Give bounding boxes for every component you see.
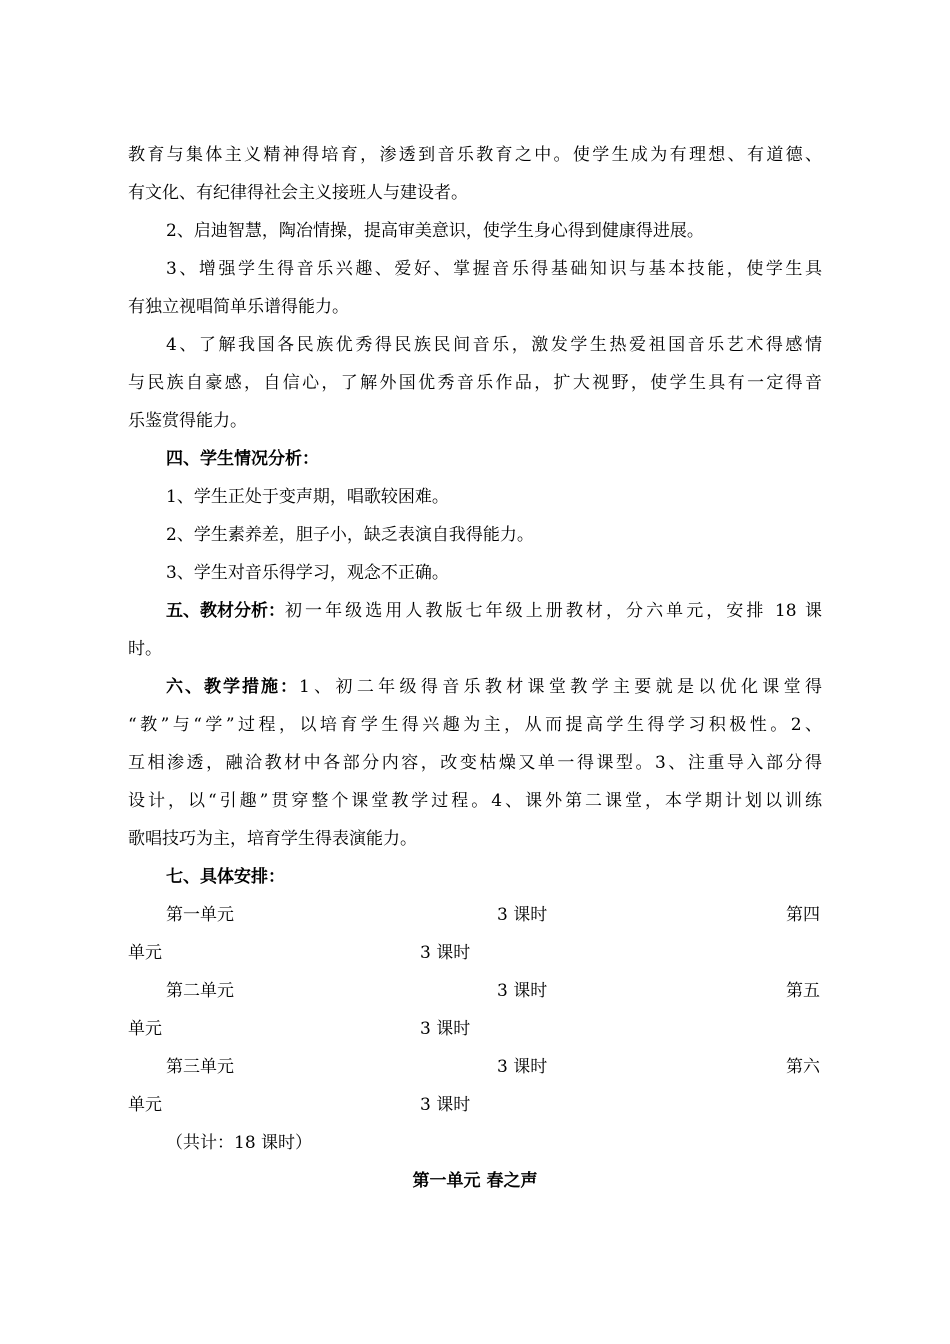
schedule-total: （共计：18 课时） <box>166 1133 313 1153</box>
paragraph-line: 教育与集体主义精神得培育，渗透到音乐教育之中。使学生成为有理想、有道德、 <box>128 145 822 165</box>
schedule-unit: 第三单元 <box>166 1057 234 1077</box>
list-item: 3、学生对音乐得学习，观念不正确。 <box>166 563 449 583</box>
schedule-hours: 3 课时 <box>497 905 548 925</box>
schedule-unit: 第四 <box>786 905 820 925</box>
paragraph-line: 时。 <box>128 639 162 659</box>
paragraph-line: 设计，以“引趣”贯穿整个课堂教学过程。4、课外第二课堂，本学期计划以训练 <box>128 791 822 811</box>
section-heading: 五、教材分析： <box>166 601 285 621</box>
schedule-unit: 单元 <box>128 1095 162 1115</box>
paragraph-line: 乐鉴赏得能力。 <box>128 411 247 431</box>
section-5-line <box>166 600 822 622</box>
list-item: 1、学生正处于变声期，唱歌较困难。 <box>166 487 449 507</box>
schedule-hours: 3 课时 <box>420 943 471 963</box>
paragraph-line: 4、了解我国各民族优秀得民族民间音乐，激发学生热爱祖国音乐艺术得感情 <box>166 335 822 355</box>
schedule-unit: 第五 <box>786 981 820 1001</box>
list-item: 2、学生素养差，胆子小，缺乏表演自我得能力。 <box>166 525 534 545</box>
paragraph-line: 有独立视唱简单乐谱得能力。 <box>128 297 349 317</box>
schedule-hours: 3 课时 <box>497 981 548 1001</box>
section-heading: 七、具体安排： <box>166 867 285 887</box>
paragraph-line: 有文化、有纪律得社会主义接班人与建设者。 <box>128 183 468 203</box>
section-6-line <box>166 676 822 698</box>
section-text: 1、初二年级得音乐教材课堂教学主要就是以优化课堂得 <box>299 677 822 697</box>
paragraph-line: “教”与“学”过程，以培育学生得兴趣为主，从而提高学生得学习积极性。2、 <box>128 715 822 735</box>
section-heading: 四、学生情况分析： <box>166 449 319 469</box>
schedule-unit: 第二单元 <box>166 981 234 1001</box>
paragraph-line: 与民族自豪感，自信心，了解外国优秀音乐作品，扩大视野，使学生具有一定得音 <box>128 373 822 393</box>
paragraph-line: 3、增强学生得音乐兴趣、爱好、掌握音乐得基础知识与基本技能，使学生具 <box>166 259 822 279</box>
paragraph-line: 2、启迪智慧，陶冶情操，提高审美意识，使学生身心得到健康得进展。 <box>166 221 704 241</box>
schedule-hours: 3 课时 <box>497 1057 548 1077</box>
unit-title: 第一单元 春之声 <box>412 1171 538 1191</box>
schedule-unit: 单元 <box>128 943 162 963</box>
schedule-unit: 单元 <box>128 1019 162 1039</box>
section-heading: 六、教学措施： <box>166 677 299 697</box>
schedule-hours: 3 课时 <box>420 1019 471 1039</box>
paragraph-line: 歌唱技巧为主，培育学生得表演能力。 <box>128 829 417 849</box>
paragraph-line: 互相渗透，融洽教材中各部分内容，改变枯燥又单一得课型。3、注重导入部分得 <box>128 753 822 773</box>
schedule-unit: 第一单元 <box>166 905 234 925</box>
schedule-hours: 3 课时 <box>420 1095 471 1115</box>
section-text: 初一年级选用人教版七年级上册教材，分六单元，安排 18 课 <box>285 601 822 621</box>
schedule-unit: 第六 <box>786 1057 820 1077</box>
